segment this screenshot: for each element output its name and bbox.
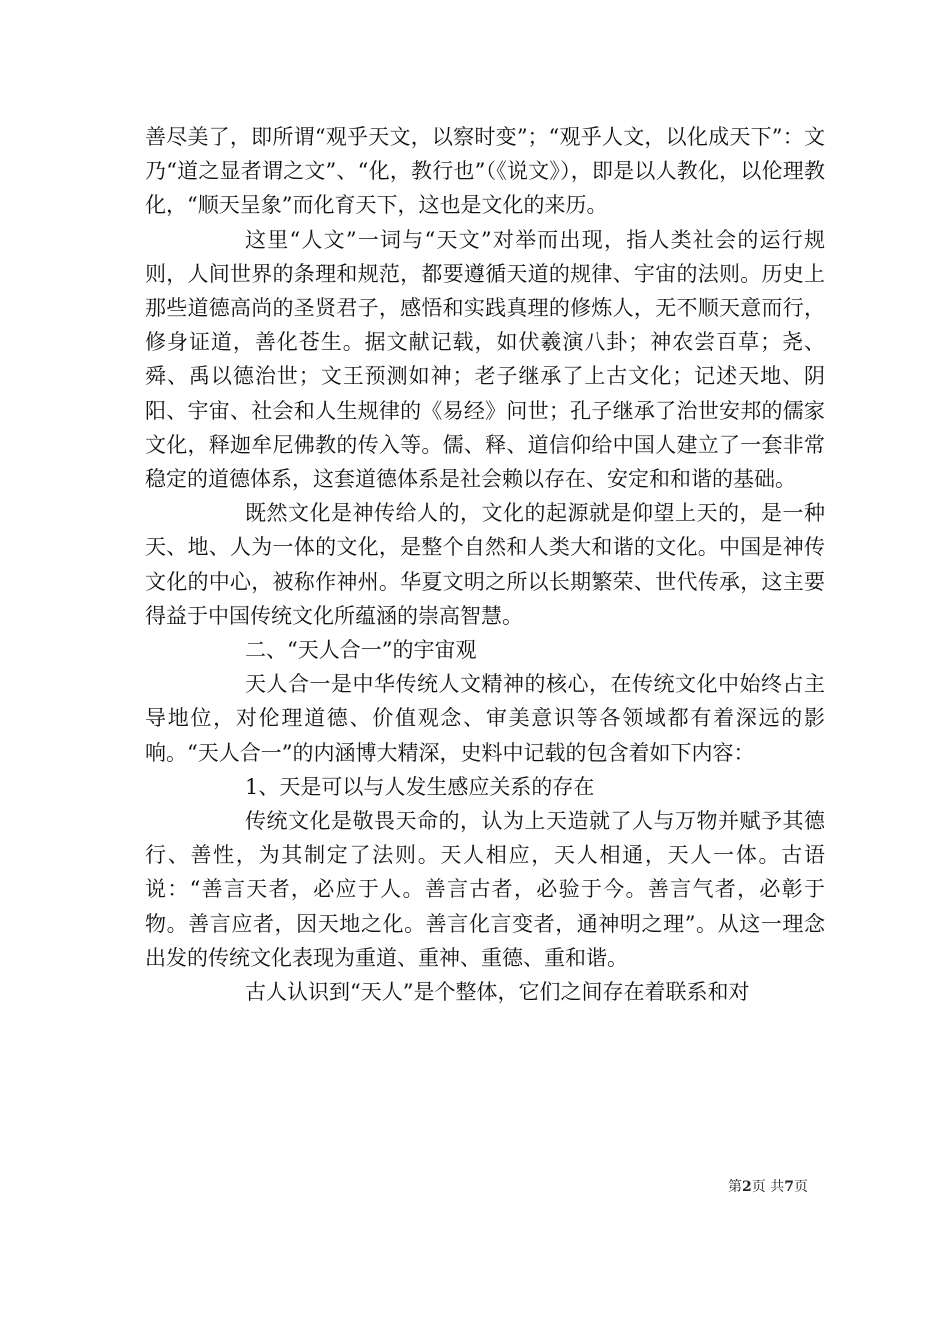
paragraph-1: 善尽美了，即所谓“观乎天文，以察时变”；“观乎人文，以化成天下”：文乃“道之显者谓之文”、“化，教行也”（《说文》），即是以人教化，以伦理教化，“顺天呈象”而化育天下，这也是文化的来历。: [145, 125, 825, 218]
paragraph-3: 既然文化是神传给人的，文化的起源就是仰望上天的，是一种天、地、人为一体的文化，是整个自然和人类大和谐的文化。中国是神传文化的中心，被称作神州。华夏文明之所以长期繁荣、世代传承，这主要得益于中国传统文化所蕴涵的崇高智慧。: [145, 501, 825, 628]
paragraph-6: 古人认识到“天人”是个整体，它们之间存在着联系和对: [245, 980, 750, 1005]
footer-suffix: 页: [794, 1179, 808, 1195]
paragraph-5: 传统文化是敬畏天命的，认为上天造就了人与万物并赋予其德行、善性，为其制定了法则。天人相应，天人相通，天人一体。古语说：“善言天者，必应于人。善言古者，必验于今。善言气者，必彰于物。善言应者，因天地之化。善言化言变者，通神明之理”。从这一理念出发的传统文化表现为重道、重神、重德、重和谐。: [145, 809, 825, 970]
footer-middle: 页 共: [751, 1179, 785, 1195]
paragraph-2: 这里“人文”一词与“天文”对举而出现，指人类社会的运行规则，人间世界的条理和规范，都要遵循天道的规律、宇宙的法则。历史上那些道德高尚的圣贤君子，感悟和实践真理的修炼人，无不顺天意而行，修身证道，善化苍生。据文献记载，如伏羲演八卦；神农尝百草；尧、舜、禹以德治世；文王预测如神；老子继承了上古文化；记述天地、阴阳、宇宙、社会和人生规律的《易经》问世；孔子继承了治世安邦的儒家文化，释迦牟尼佛教的传入等。儒、释、道信仰给中国人建立了一套非常稳定的道德体系，这套道德体系是社会赖以存在、安定和和谐的基础。: [145, 227, 825, 492]
paragraph-4: 天人合一是中华传统人文精神的核心，在传统文化中始终占主导地位，对伦理道德、价值观念、审美意识等各领域都有着深远的影响。“天人合一”的内涵博大精深，史料中记载的包含着如下内容：: [145, 672, 825, 765]
body-text: [145, 120, 825, 1009]
current-page-number: 2: [742, 1179, 752, 1195]
total-page-number: 7: [784, 1179, 794, 1195]
section-heading: 二、“天人合一”的宇宙观: [245, 638, 477, 663]
subsection-heading: 1、天是可以与人发生感应关系的存在: [245, 774, 595, 799]
footer-prefix: 第: [728, 1179, 743, 1195]
page-footer: [0, 1176, 808, 1196]
